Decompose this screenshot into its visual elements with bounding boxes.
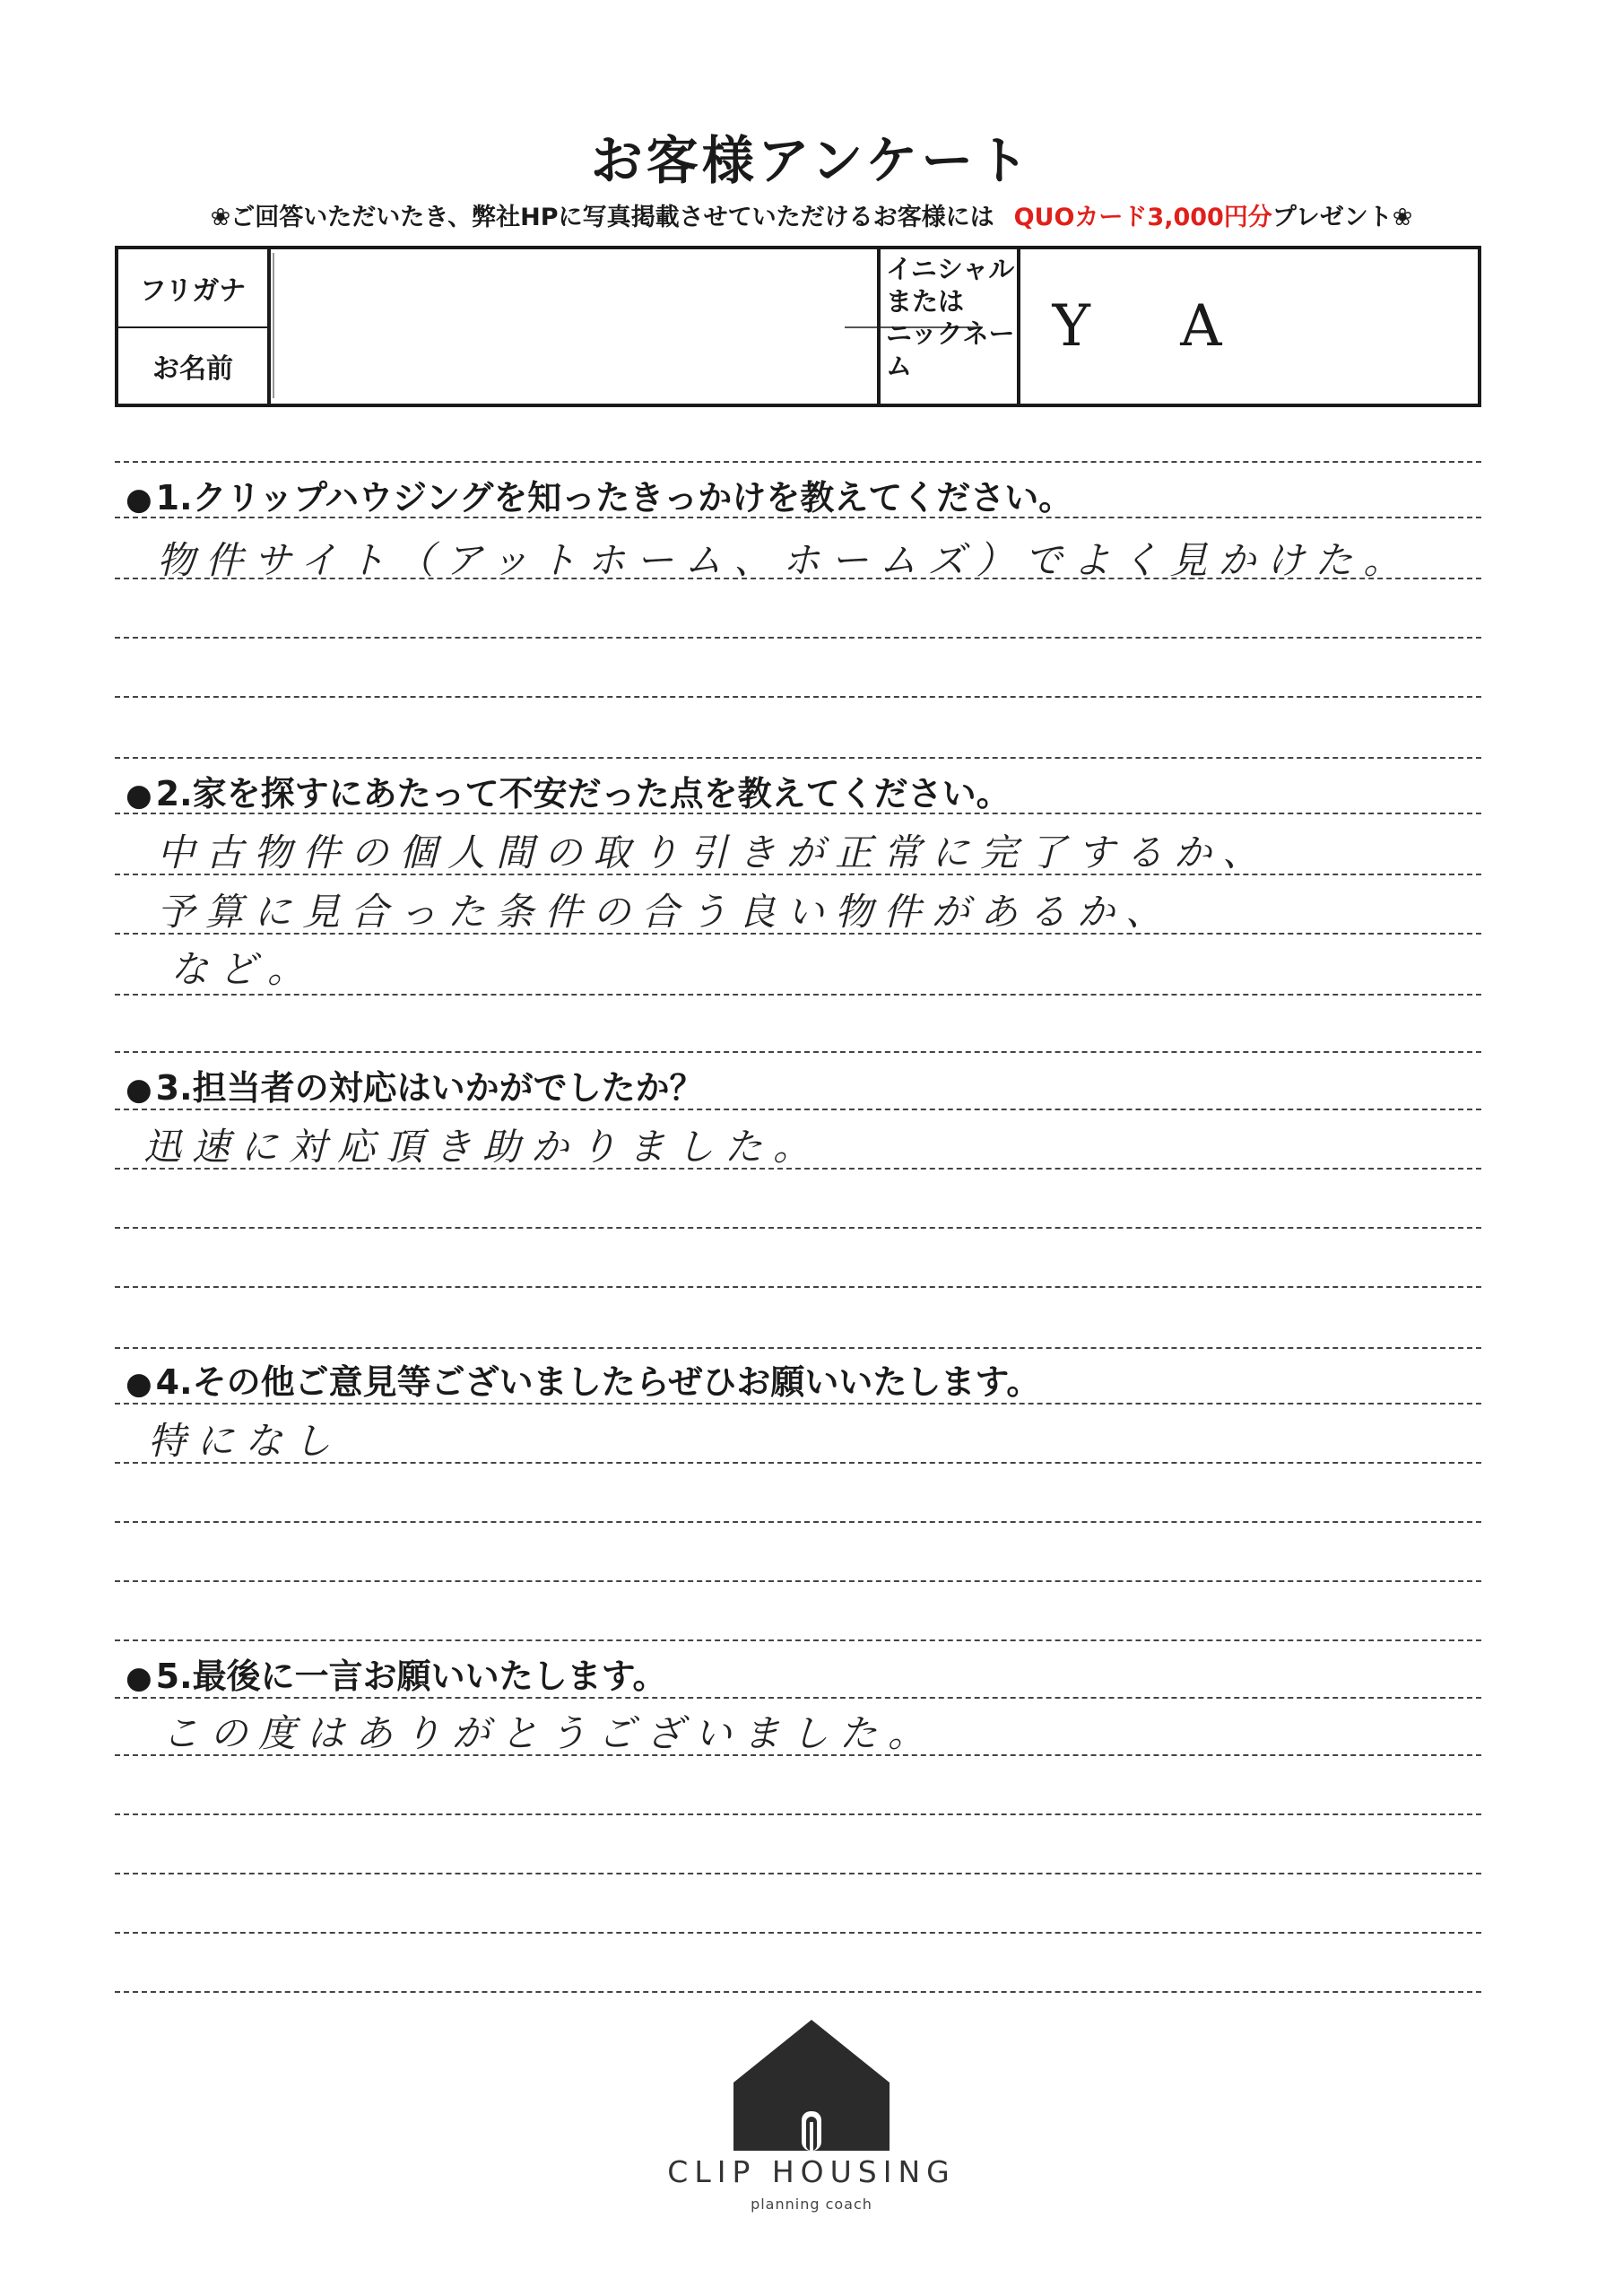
bullet-icon: ● (126, 482, 152, 517)
rule-line (115, 1991, 1481, 1993)
rule-line (115, 1286, 1481, 1288)
quo-card-offer: QUOカード3,000円分 (1013, 204, 1272, 231)
rule-line (115, 994, 1481, 996)
rule-line (115, 1168, 1481, 1170)
house-logo-icon (732, 2018, 891, 2152)
survey-title: お客様アンケート (590, 130, 1033, 191)
question-number: 1. (155, 478, 193, 517)
rule-line (115, 696, 1481, 698)
subtitle-text: ご回答いただいたき、弊社HPに写真掲載させていただけるお客様には (230, 204, 994, 231)
rule-line (115, 637, 1481, 639)
rule-line (115, 874, 1481, 875)
column-divider (267, 249, 271, 404)
furigana-label: フリガナ (139, 275, 247, 307)
rule-line (115, 578, 1481, 579)
question-number: 5. (155, 1657, 193, 1696)
rule-line (115, 1813, 1481, 1815)
rule-line (115, 1754, 1481, 1756)
label-divider (118, 326, 271, 328)
question-text: 家を探すにあたって不安だった点を教えてください。 (192, 774, 1011, 813)
answer-line: など。 (170, 947, 317, 991)
answer-line: 物件サイト（アットホーム、ホームズ）でよく見かけた。 (157, 538, 1412, 582)
answer-line: 特になし (148, 1419, 343, 1463)
name-label: お名前 (152, 353, 233, 385)
question-text: 担当者の対応はいかがでしたか？ (192, 1068, 704, 1108)
rule-line (115, 517, 1481, 518)
question-1 (126, 470, 1072, 519)
bullet-icon: ● (126, 1072, 152, 1108)
question-text: その他ご意見等ございましたらぜひお願いいたします。 (192, 1362, 1041, 1402)
rule-line (115, 1873, 1481, 1874)
rule-line (115, 1227, 1481, 1229)
nickname-label-line: または (886, 286, 965, 317)
rule-line (115, 1932, 1481, 1934)
rule-line (115, 1580, 1481, 1582)
rule-line (115, 1697, 1481, 1699)
question-2 (126, 766, 1011, 815)
rule-line (115, 461, 1481, 463)
survey-subtitle (0, 197, 1623, 232)
rule-line (115, 1051, 1481, 1053)
question-number: 2. (155, 774, 193, 813)
question-number: 3. (155, 1068, 193, 1108)
question-5 (126, 1648, 667, 1698)
bullet-icon: ● (126, 1660, 152, 1696)
question-number: 4. (155, 1362, 193, 1402)
rule-line (115, 1109, 1481, 1110)
nickname-label-line: ム (886, 351, 913, 381)
rule-line (115, 1639, 1481, 1641)
flower-icon: ❀ (210, 204, 231, 231)
subtitle-present: プレゼント (1271, 204, 1393, 231)
question-text: 最後に一言お願いいたします。 (192, 1657, 667, 1696)
nickname-value[interactable]: Y A (1052, 293, 1258, 360)
rule-line (115, 1403, 1481, 1405)
name-table (115, 246, 1481, 407)
nickname-label-line: ニックネー (886, 318, 1015, 349)
rule-line (115, 1347, 1481, 1349)
question-3 (126, 1060, 704, 1109)
rule-line (115, 1462, 1481, 1464)
rule-line (115, 757, 1481, 759)
logo-name: CLIP HOUSING (667, 2154, 956, 2189)
question-4 (126, 1354, 1040, 1404)
answer-line: 中古物件の個人間の取り引きが正常に完了するか、 (157, 831, 1271, 874)
answer-line: この度はありがとうございました。 (161, 1711, 937, 1755)
rule-line (115, 813, 1481, 814)
bullet-icon: ● (126, 1366, 152, 1402)
logo-tagline: planning coach (751, 2196, 872, 2213)
flower-icon: ❀ (1392, 204, 1413, 231)
question-text: クリップハウジングを知ったきっかけを教えてください。 (192, 478, 1073, 517)
rule-line (115, 933, 1481, 935)
nickname-label (881, 249, 1015, 404)
nickname-label-line: イニシャル (886, 254, 1015, 284)
rule-line (115, 1521, 1481, 1523)
answer-line: 予算に見合った条件の合う良い物件があるか、 (157, 890, 1175, 934)
bullet-icon: ● (126, 778, 152, 813)
answer-line: 迅速に対応頂き助かりました。 (143, 1125, 822, 1169)
